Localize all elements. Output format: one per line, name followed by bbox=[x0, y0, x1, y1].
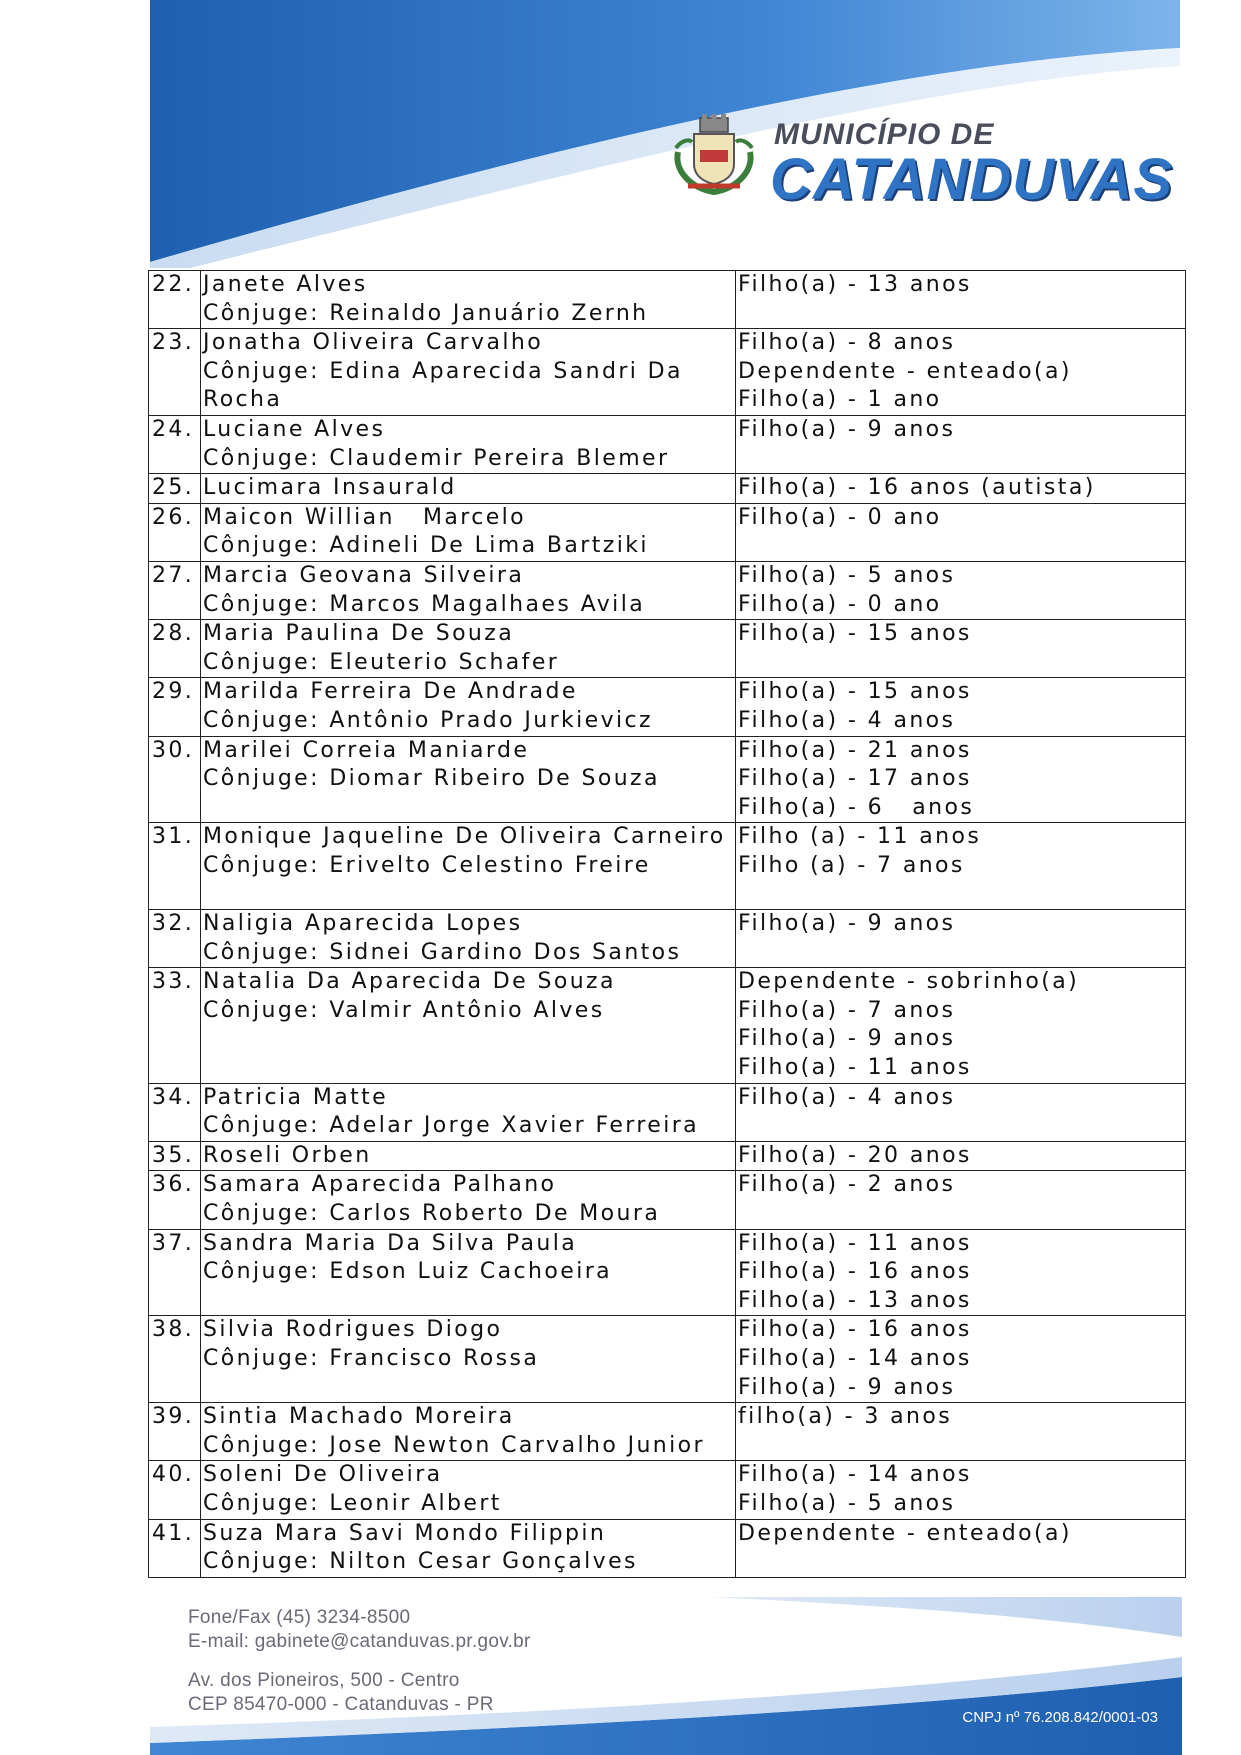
row-number: 38. bbox=[149, 1316, 201, 1403]
dependent-entry: filho(a) - 3 anos bbox=[738, 1404, 953, 1430]
beneficiary-names-cell bbox=[201, 1316, 736, 1403]
dependents-cell bbox=[736, 620, 1186, 678]
dependent-entry: Filho(a) - 20 anos bbox=[738, 1142, 972, 1168]
beneficiary-name: Patricia Matte bbox=[203, 1084, 389, 1110]
dependents-cell bbox=[736, 1519, 1186, 1577]
spouse-name: Cônjuge: Eleuterio Schafer bbox=[203, 649, 560, 675]
dependent-entry: Filho(a) - 14 anos bbox=[738, 1345, 972, 1371]
spouse-name: Cônjuge: Edson Luiz Cachoeira bbox=[203, 1259, 613, 1285]
table-row bbox=[149, 415, 1186, 473]
table-row bbox=[149, 561, 1186, 619]
table-row bbox=[149, 271, 1186, 329]
dependents-cell bbox=[736, 910, 1186, 968]
beneficiary-name: Luciane Alves bbox=[203, 416, 386, 442]
coat-of-arms-icon bbox=[670, 112, 758, 196]
beneficiary-names-cell bbox=[201, 503, 736, 561]
row-number: 26. bbox=[149, 503, 201, 561]
spouse-name: Cônjuge: Claudemir Pereira Blemer bbox=[203, 445, 670, 471]
row-number: 22. bbox=[149, 271, 201, 329]
footer-email: E-mail: gabinete@catanduvas.pr.gov.br bbox=[188, 1631, 531, 1652]
beneficiaries-table bbox=[148, 270, 1186, 1578]
table-row bbox=[149, 1461, 1186, 1519]
row-number: 40. bbox=[149, 1461, 201, 1519]
table-row bbox=[149, 678, 1186, 736]
spouse-name: Cônjuge: Edina Aparecida Sandri Da bbox=[203, 358, 683, 384]
dependents-cell bbox=[736, 678, 1186, 736]
dependents-cell bbox=[736, 1229, 1186, 1316]
row-number: 25. bbox=[149, 474, 201, 504]
beneficiary-name: Monique Jaqueline De Oliveira Carneiro bbox=[203, 824, 726, 850]
dependent-entry: Filho(a) - 15 anos bbox=[738, 679, 972, 705]
dependent-entry: Filho(a) - 9 anos bbox=[738, 911, 956, 937]
dependent-entry: Filho(a) - 15 anos bbox=[738, 621, 972, 647]
spouse-name: Cônjuge: Antônio Prado Jurkievicz bbox=[203, 707, 653, 733]
beneficiary-name: Samara Aparecida Palhano bbox=[203, 1172, 557, 1198]
dependent-entry: Filho (a) - 11 anos bbox=[738, 824, 982, 850]
row-number: 36. bbox=[149, 1171, 201, 1229]
dependent-entry: Filho(a) - 14 anos bbox=[738, 1462, 972, 1488]
row-number: 24. bbox=[149, 415, 201, 473]
row-number: 32. bbox=[149, 910, 201, 968]
beneficiary-name: Suza Mara Savi Mondo Filippin bbox=[203, 1520, 607, 1546]
municipality-logo bbox=[670, 112, 1180, 212]
dependent-entry: Filho(a) - 13 anos bbox=[738, 1287, 972, 1313]
footer-phone: Fone/Fax (45) 3234-8500 bbox=[188, 1607, 411, 1628]
dependents-cell bbox=[736, 474, 1186, 504]
dependent-entry: Filho(a) - 9 anos bbox=[738, 1026, 956, 1052]
dependent-entry: Filho(a) - 21 anos bbox=[738, 737, 972, 763]
beneficiary-name: Lucimara Insaurald bbox=[203, 475, 457, 501]
table-row bbox=[149, 736, 1186, 823]
spouse-name: Cônjuge: Carlos Roberto De Moura bbox=[203, 1201, 661, 1226]
beneficiary-names-cell bbox=[201, 474, 736, 504]
beneficiary-name: Maicon Willian Marcelo bbox=[203, 504, 527, 530]
beneficiary-name: Soleni De Oliveira bbox=[203, 1462, 443, 1488]
dependents-cell bbox=[736, 1171, 1186, 1229]
footer-address: Av. dos Pioneiros, 500 - Centro bbox=[188, 1670, 460, 1691]
spouse-name: Cônjuge: Valmir Antônio Alves bbox=[203, 997, 605, 1023]
beneficiary-names-cell bbox=[201, 968, 736, 1083]
dependents-cell bbox=[736, 968, 1186, 1083]
dependents-cell bbox=[736, 503, 1186, 561]
spouse-name bbox=[203, 880, 733, 909]
row-number: 27. bbox=[149, 561, 201, 619]
spouse-name: Cônjuge: Adelar Jorge Xavier Ferreira bbox=[203, 1113, 700, 1139]
dependent-entry: Filho(a) - 16 anos bbox=[738, 1259, 972, 1285]
beneficiaries-table-wrap bbox=[148, 270, 1182, 1578]
table-row bbox=[149, 620, 1186, 678]
row-number: 37. bbox=[149, 1229, 201, 1316]
row-number: 23. bbox=[149, 329, 201, 416]
beneficiary-names-cell bbox=[201, 678, 736, 736]
table-row bbox=[149, 1403, 1186, 1461]
dependent-entry: Filho (a) - 7 anos bbox=[738, 852, 965, 878]
row-number: 29. bbox=[149, 678, 201, 736]
table-row bbox=[149, 329, 1186, 416]
spouse-name: Cônjuge: Marcos Magalhaes Avila bbox=[203, 591, 646, 617]
dependent-entry: Filho(a) - 1 ano bbox=[738, 387, 942, 413]
dependents-cell bbox=[736, 736, 1186, 823]
row-number: 35. bbox=[149, 1141, 201, 1171]
row-number: 41. bbox=[149, 1519, 201, 1577]
dependent-entry: Filho(a) - 5 anos bbox=[738, 562, 956, 588]
row-number: 28. bbox=[149, 620, 201, 678]
beneficiary-name: Janete Alves bbox=[203, 272, 368, 297]
table-row bbox=[149, 1316, 1186, 1403]
row-number: 33. bbox=[149, 968, 201, 1083]
spouse-name: Rocha bbox=[203, 387, 283, 413]
table-row bbox=[149, 1141, 1186, 1171]
dependents-cell bbox=[736, 1141, 1186, 1171]
dependent-entry: Filho(a) - 7 anos bbox=[738, 997, 956, 1023]
dependent-entry: Dependente - enteado(a) bbox=[738, 1520, 1072, 1546]
table-row bbox=[149, 1083, 1186, 1141]
beneficiary-names-cell bbox=[201, 910, 736, 968]
table-row bbox=[149, 1171, 1186, 1229]
dependents-cell bbox=[736, 1461, 1186, 1519]
spouse-name: Cônjuge: Nilton Cesar Gonçalves bbox=[203, 1549, 638, 1575]
dependent-entry: Dependente - enteado(a) bbox=[738, 358, 1072, 384]
beneficiary-names-cell bbox=[201, 1229, 736, 1316]
beneficiary-name: Marilda Ferreira De Andrade bbox=[203, 679, 578, 705]
beneficiary-name: Sandra Maria Da Silva Paula bbox=[203, 1230, 578, 1256]
table-row bbox=[149, 474, 1186, 504]
dependent-entry: Filho(a) - 16 anos bbox=[738, 1317, 972, 1343]
dependent-entry: Filho(a) - 4 anos bbox=[738, 707, 956, 733]
dependents-cell bbox=[736, 823, 1186, 910]
row-number: 30. bbox=[149, 736, 201, 823]
dependent-entry: Filho(a) - 8 anos bbox=[738, 330, 956, 356]
beneficiary-name: Roseli Orben bbox=[203, 1142, 372, 1168]
beneficiary-names-cell bbox=[201, 823, 736, 910]
dependent-entry: Filho(a) - 2 anos bbox=[738, 1172, 956, 1198]
page-footer bbox=[150, 1597, 1182, 1755]
beneficiary-name: Marcia Geovana Silveira bbox=[203, 562, 525, 588]
table-row bbox=[149, 823, 1186, 910]
spouse-name: Cônjuge: Sidnei Gardino Dos Santos bbox=[203, 939, 682, 965]
beneficiary-name: Natalia Da Aparecida De Souza bbox=[203, 969, 616, 995]
spouse-name: Cônjuge: Reinaldo Januário Zernh bbox=[203, 300, 649, 326]
spouse-name: Cônjuge: Erivelto Celestino Freire bbox=[203, 852, 651, 878]
dependent-entry: Filho(a) - 11 anos bbox=[738, 1230, 972, 1256]
dependent-entry: Filho(a) - 9 anos bbox=[738, 1374, 956, 1400]
dependent-entry: Filho(a) - 5 anos bbox=[738, 1490, 956, 1516]
logo-title-top: MUNICÍPIO DE bbox=[774, 118, 995, 151]
spouse-name: Cônjuge: Diomar Ribeiro De Souza bbox=[203, 766, 660, 792]
beneficiary-names-cell bbox=[201, 1403, 736, 1461]
table-body bbox=[149, 271, 1186, 1578]
beneficiary-names-cell bbox=[201, 736, 736, 823]
dependents-cell bbox=[736, 1083, 1186, 1141]
beneficiary-name: Jonatha Oliveira Carvalho bbox=[203, 330, 544, 356]
page-header bbox=[150, 0, 1180, 268]
beneficiary-names-cell bbox=[201, 1141, 736, 1171]
dependents-cell bbox=[736, 1403, 1186, 1461]
table-row bbox=[149, 1229, 1186, 1316]
dependent-entry: Filho(a) - 11 anos bbox=[738, 1055, 972, 1081]
row-number: 31. bbox=[149, 823, 201, 910]
beneficiary-name: Silvia Rodrigues Diogo bbox=[203, 1317, 503, 1343]
dependent-entry: Filho(a) - 0 ano bbox=[738, 504, 942, 530]
dependent-entry: Dependente - sobrinho(a) bbox=[738, 969, 1080, 995]
dependent-entry: Filho(a) - 16 anos (autista) bbox=[738, 475, 1096, 501]
beneficiary-names-cell bbox=[201, 1171, 736, 1229]
dependent-entry: Filho(a) - 13 anos bbox=[738, 272, 972, 297]
footer-cnpj: CNPJ nº 76.208.842/0001-03 bbox=[962, 1709, 1158, 1726]
row-number: 39. bbox=[149, 1403, 201, 1461]
table-row bbox=[149, 503, 1186, 561]
dependent-entry: Filho(a) - 9 anos bbox=[738, 416, 956, 442]
spouse-name: Cônjuge: Adineli De Lima Bartziki bbox=[203, 533, 649, 559]
dependent-entry: Filho(a) - 0 ano bbox=[738, 591, 942, 617]
beneficiary-names-cell bbox=[201, 1083, 736, 1141]
table-row bbox=[149, 1519, 1186, 1577]
beneficiary-names-cell bbox=[201, 561, 736, 619]
dependents-cell bbox=[736, 415, 1186, 473]
dependents-cell bbox=[736, 329, 1186, 416]
dependents-cell bbox=[736, 561, 1186, 619]
logo-title-main: CATANDUVAS bbox=[770, 147, 1174, 212]
dependent-entry: Filho(a) - 6 anos bbox=[738, 794, 975, 820]
beneficiary-name: Maria Paulina De Souza bbox=[203, 621, 515, 647]
beneficiary-names-cell bbox=[201, 1461, 736, 1519]
spouse-name: Cônjuge: Jose Newton Carvalho Junior bbox=[203, 1432, 705, 1458]
spouse-name: Cônjuge: Leonir Albert bbox=[203, 1490, 502, 1516]
beneficiary-name: Sintia Machado Moreira bbox=[203, 1404, 515, 1430]
dependents-cell bbox=[736, 271, 1186, 329]
beneficiary-names-cell bbox=[201, 620, 736, 678]
row-number: 34. bbox=[149, 1083, 201, 1141]
spouse-name: Cônjuge: Francisco Rossa bbox=[203, 1345, 540, 1371]
beneficiary-names-cell bbox=[201, 1519, 736, 1577]
table-row bbox=[149, 968, 1186, 1083]
dependent-entry: Filho(a) - 17 anos bbox=[738, 766, 972, 792]
beneficiary-name: Marilei Correia Maniarde bbox=[203, 737, 530, 763]
table-row bbox=[149, 910, 1186, 968]
beneficiary-name: Naligia Aparecida Lopes bbox=[203, 911, 523, 937]
dependent-entry: Filho(a) - 4 anos bbox=[738, 1084, 956, 1110]
dependents-cell bbox=[736, 1316, 1186, 1403]
footer-cep: CEP 85470-000 - Catanduvas - PR bbox=[188, 1694, 494, 1715]
beneficiary-names-cell bbox=[201, 415, 736, 473]
beneficiary-names-cell bbox=[201, 271, 736, 329]
beneficiary-names-cell bbox=[201, 329, 736, 416]
